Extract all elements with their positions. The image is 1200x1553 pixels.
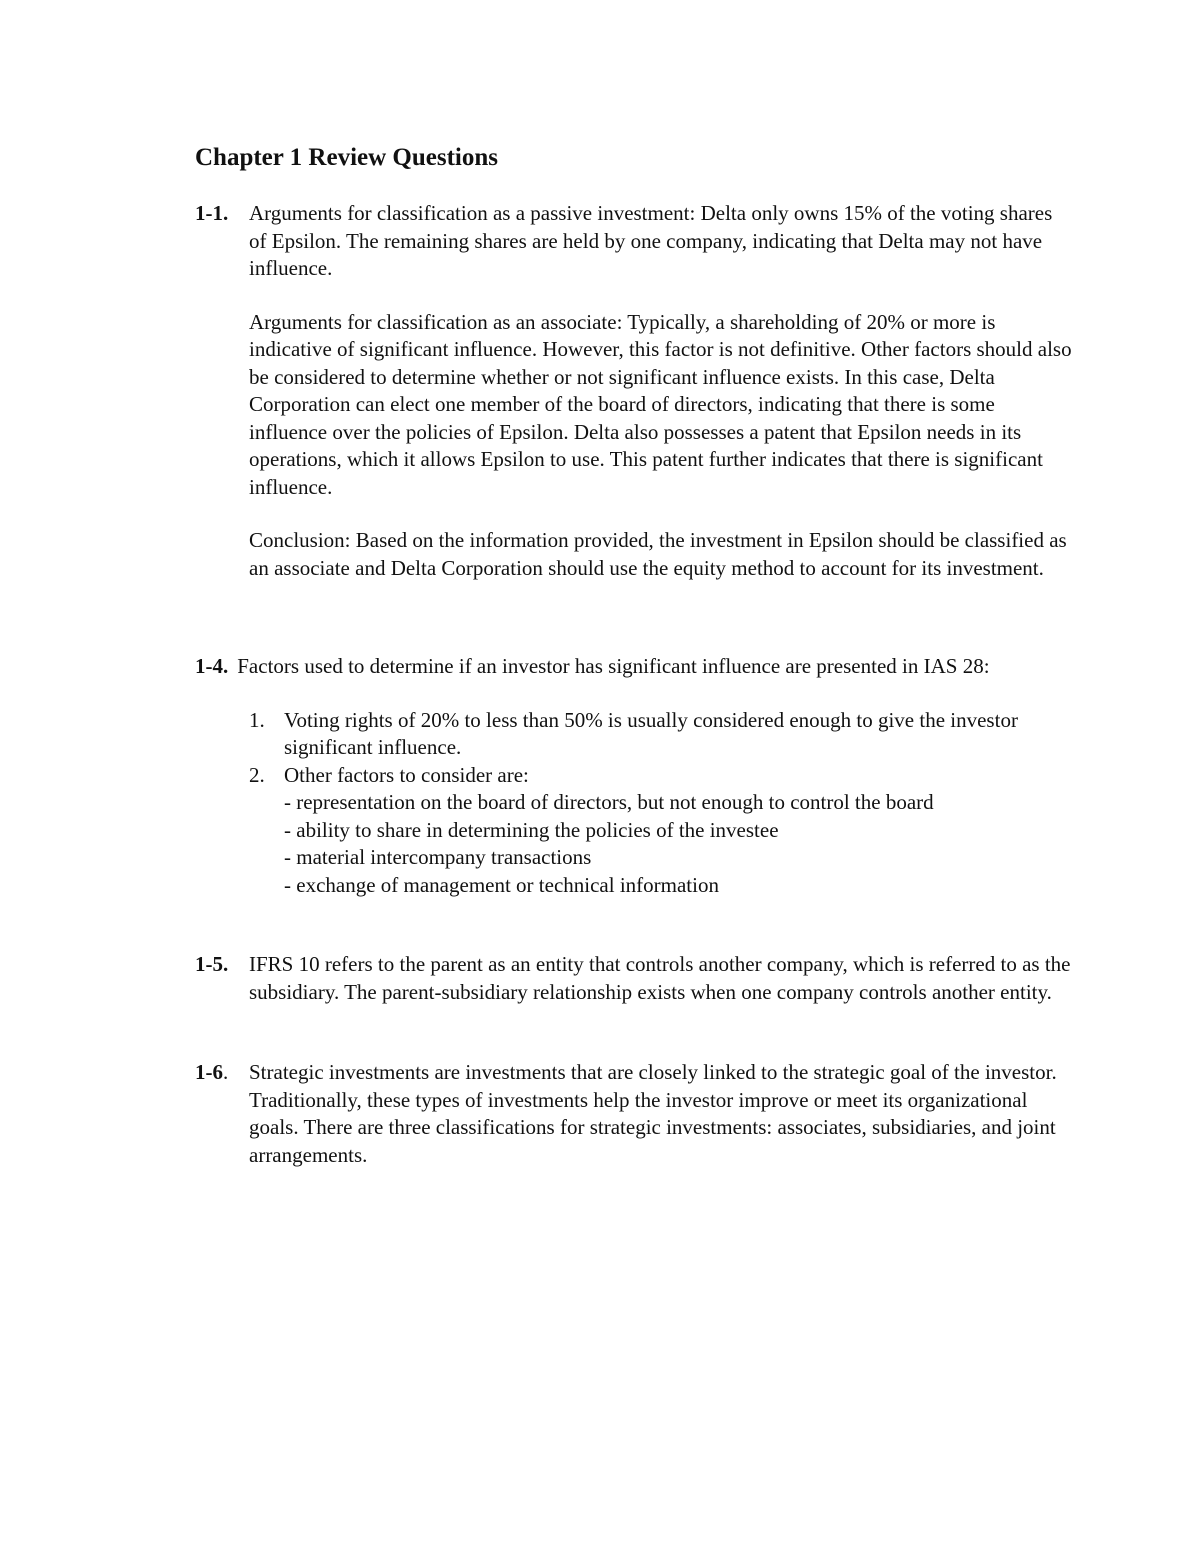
page-title: Chapter 1 Review Questions — [195, 144, 499, 171]
conclusion-paragraph: Conclusion: Based on the information provided, the investment in Epsilon should be classified as an associate and Delta Corporation should use the equity method to account for its investment. — [249, 528, 1067, 580]
question-label: 1-5. — [195, 952, 229, 976]
question-label: 1-4. — [195, 654, 229, 678]
factors-intro — [195, 653, 1075, 681]
associate-paragraph: Arguments for classification as an associate: Typically, a shareholding of 20% or more is indicative of significant influence. However, this factor is not definitive. Other factors should also be considered to determine whether or not significant influence exists. In this case, Delta Corporation can elect one member of the board of directors, indicating that there is some influence over the policies of Epsilon. Delta also possesses a patent that Epsilon needs in its operations, which it allows Epsilon to use. This patent further indicates that there is significant influence. — [249, 309, 1072, 499]
list-item — [195, 707, 1075, 762]
factors-list — [195, 707, 1075, 900]
list-item-text: Voting rights of 20% to less than 50% is usually considered enough to give the investor significant influence. — [284, 707, 1018, 759]
passive-investment-paragraph: Arguments for classification as a passive investment: Delta only owns 15% of the voting shares of Epsilon. The remaining shares are held by one company, indicating that Delta may not have influence. — [249, 201, 1053, 280]
question-1-4 — [195, 653, 1075, 899]
sub-item: - representation on the board of directors, but not enough to control the board — [284, 790, 934, 814]
strategic-investments-paragraph: Strategic investments are investments that are closely linked to the strategic goal of the investor. Traditionally, these types of investments help the investor improve or meet its organizational goals. There are three classifications for strategic investments: associates, subsidiaries, and joint arrangements. — [249, 1060, 1057, 1167]
sub-item: - material intercompany transactions — [284, 845, 592, 869]
sub-item: - ability to share in determining the policies of the investee — [284, 817, 779, 842]
list-item-text: Other factors to consider are: — [284, 762, 529, 787]
factors-intro-text: Factors used to determine if an investor has significant influence are presented in IAS 28: — [237, 654, 990, 678]
question-label: 1-1. — [195, 201, 229, 225]
question-1-6 — [195, 1059, 1075, 1169]
ifrs-paragraph: IFRS 10 refers to the parent as an entity that controls another company, which is referred to as the subsidiary. The parent-subsidiary relationship exists when one company controls another entity. — [249, 952, 1071, 1004]
question-label-number: 1-6 — [195, 1060, 223, 1084]
list-number: 2. — [249, 762, 265, 787]
question-1-1 — [195, 200, 1075, 582]
question-label-dot: . — [223, 1060, 229, 1084]
sub-item: - exchange of management or technical information — [284, 872, 719, 897]
list-item — [195, 762, 1075, 900]
list-number: 1. — [249, 707, 265, 732]
question-1-5 — [195, 951, 1075, 1006]
question-label — [195, 1059, 228, 1087]
